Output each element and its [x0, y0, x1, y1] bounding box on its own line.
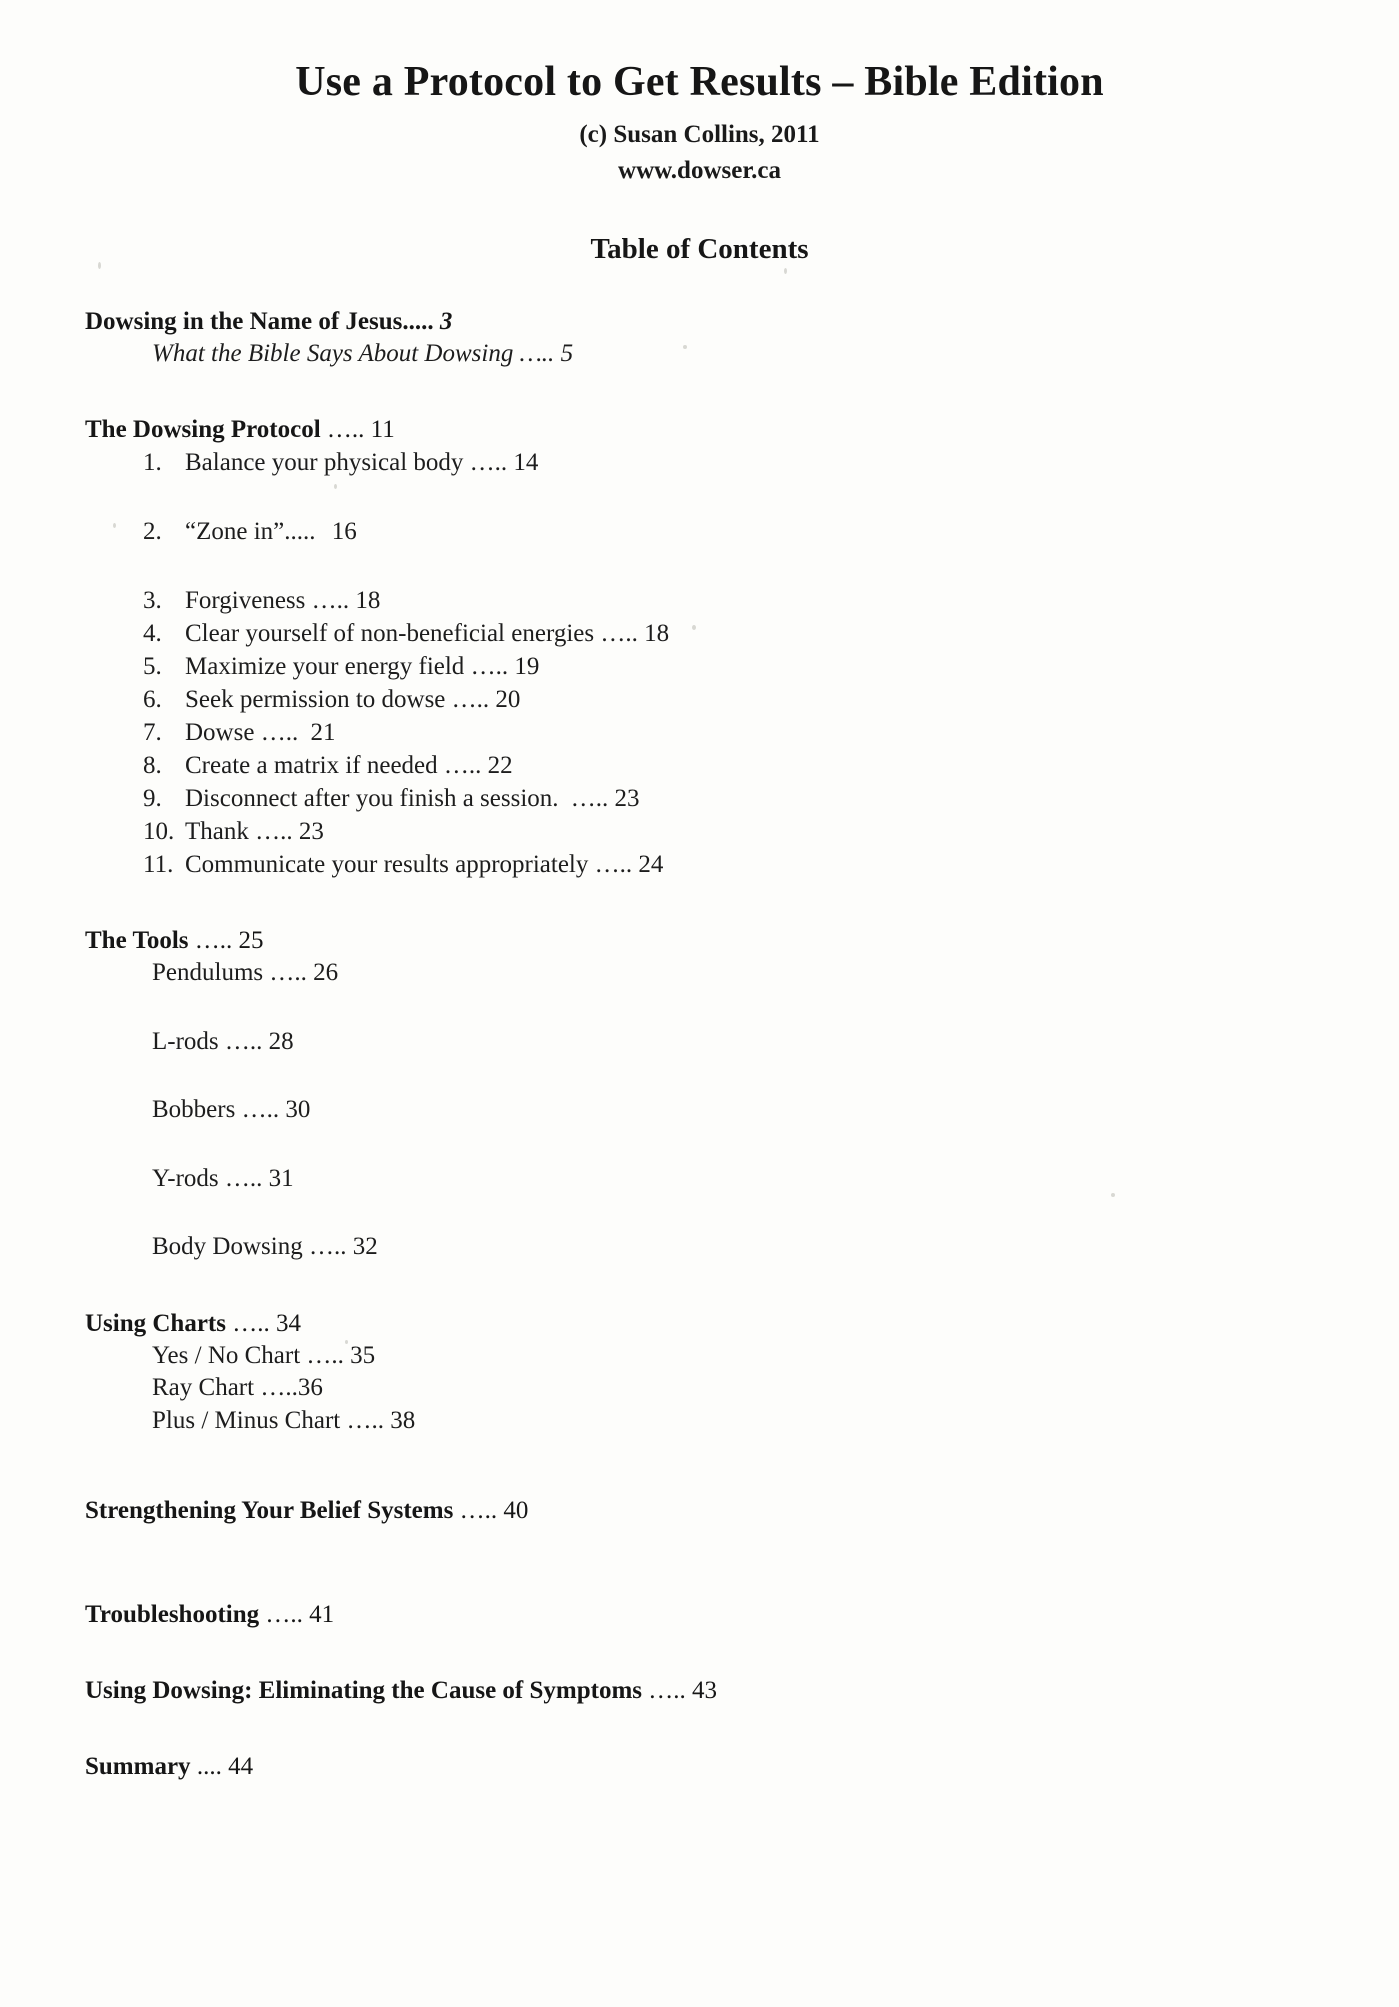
list-item-number: 4. [143, 620, 162, 648]
scan-speck [683, 345, 687, 349]
toc-subitem-body-dowsing[interactable] [85, 1231, 1329, 1264]
toc-subitem-plus-minus-chart[interactable] [85, 1405, 1329, 1438]
toc-subitem-yes-no-chart[interactable] [85, 1340, 1329, 1373]
toc-section-page: 25 [238, 927, 264, 955]
toc-subitem-page: 35 [350, 1341, 376, 1369]
toc-leader-dots: ….. [265, 1601, 303, 1629]
list-item-page: 18 [355, 587, 381, 615]
list-item-number: 2. [143, 518, 162, 546]
toc-section-page: 34 [276, 1309, 301, 1337]
toc-leader-dots: ….. [346, 1406, 384, 1434]
table-of-contents-heading: Table of Contents [590, 232, 809, 265]
document-title: Use a Protocol to Get Results – Bible Edition [295, 59, 1104, 105]
document-masthead [0, 0, 1399, 266]
toc-subitem-page: 5 [560, 339, 574, 367]
list-item-label: Thank [185, 818, 249, 846]
list-item-label: Create a matrix if needed [185, 752, 438, 780]
list-item-page: 23 [298, 818, 324, 846]
toc-subitem-label: Body Dowsing [152, 1233, 303, 1261]
list-item-number: 3. [143, 587, 162, 615]
toc-section-page: 44 [228, 1753, 254, 1781]
list-item-label: Disconnect after you finish a session. [185, 785, 559, 813]
scan-speck [345, 1340, 348, 1344]
toc-subitem-pendulums[interactable] [85, 957, 1329, 990]
toc-subitem-page: 38 [390, 1406, 416, 1434]
list-item[interactable] [85, 446, 1329, 479]
toc-section-using-charts[interactable] [85, 1308, 1329, 1340]
copyright-line: (c) Susan Collins, 2011 [579, 120, 820, 148]
toc-subitem-page: 30 [285, 1096, 311, 1124]
toc-leader-dots: ….. [260, 719, 299, 747]
toc-section-strengthening-your-belief-systems[interactable] [85, 1495, 1329, 1527]
toc-subitem-ray-chart[interactable] [85, 1372, 1329, 1405]
list-item-label: Dowse [185, 719, 255, 747]
scan-speck [784, 268, 787, 274]
toc-section-label: Summary [85, 1753, 191, 1781]
toc-leader-dots: ….. [241, 1096, 280, 1124]
toc-leader-dots: ….. [224, 1027, 263, 1055]
list-spacer [85, 548, 1329, 584]
list-item-label: Seek permission to dowse [185, 686, 446, 714]
list-item[interactable] [85, 617, 1329, 650]
list-item-label: “Zone in”..... [185, 518, 316, 546]
toc-subitem-page: 36 [297, 1374, 323, 1402]
list-item-number: 10. [143, 818, 175, 846]
toc-subitem-page: 26 [313, 959, 339, 987]
toc-leader-dots: ….. [308, 1233, 347, 1261]
toc-subitem-what-the-bible-says-about-dowsing[interactable] [85, 338, 1329, 371]
toc-section-label: Using Dowsing: Eliminating the Cause of Symptoms [85, 1677, 643, 1705]
toc-subitem-label: Plus / Minus Chart [152, 1406, 341, 1434]
toc-section-the-dowsing-protocol[interactable] [85, 414, 1329, 446]
toc-section-label: Strengthening Your Belief Systems [85, 1497, 454, 1525]
list-item-number: 7. [143, 719, 162, 747]
list-item-label: Balance your physical body [185, 449, 464, 477]
toc-leader-dots: ….. [469, 449, 508, 477]
list-item-number: 8. [143, 752, 162, 780]
toc-subitem-label: Yes / No Chart [152, 1341, 301, 1369]
list-item[interactable] [85, 848, 1329, 881]
toc-leader-dots: ….. [326, 416, 365, 444]
toc-leader-dots: ….. [194, 927, 233, 955]
toc-leader-dots: ….. [519, 339, 555, 367]
list-item-number: 11. [143, 851, 174, 879]
list-item[interactable] [85, 716, 1329, 749]
toc-leader-dots: ….. [648, 1677, 686, 1705]
toc-section-troubleshooting[interactable] [85, 1599, 1329, 1631]
list-item[interactable] [85, 782, 1329, 815]
toc-section-label: Troubleshooting [85, 1601, 260, 1629]
toc-subitem-label: L-rods [152, 1027, 219, 1055]
toc-section-page: 40 [503, 1497, 529, 1525]
toc-leader-dots: ….. [594, 851, 633, 879]
list-spacer [85, 479, 1329, 515]
toc-leader-dots: ….. [570, 785, 609, 813]
toc-subitem-label: What the Bible Says About Dowsing [152, 339, 514, 367]
toc-subitem-label: Ray Chart [152, 1374, 255, 1402]
list-item-page: 18 [644, 620, 670, 648]
list-item[interactable] [85, 650, 1329, 683]
list-item-number: 5. [143, 653, 162, 681]
list-item-page: 20 [495, 686, 521, 714]
toc-subitem-l-rods[interactable] [85, 1026, 1329, 1059]
list-item-label: Maximize your energy field [185, 653, 465, 681]
toc-leader-dots: ….. [232, 1309, 270, 1337]
list-item-page: 16 [331, 518, 357, 546]
toc-section-label: The Tools [85, 927, 189, 955]
toc-subitem-y-rods[interactable] [85, 1163, 1329, 1196]
toc-leader-dots: ….. [306, 1341, 344, 1369]
list-item-label: Clear yourself of non-beneficial energies [185, 620, 595, 648]
list-item[interactable] [85, 515, 1329, 548]
toc-leader-dots: ….. [260, 1374, 298, 1402]
list-item-page: 23 [614, 785, 640, 813]
toc-leader-dots: ….. [451, 686, 490, 714]
toc-section-summary[interactable] [85, 1751, 1329, 1783]
protocol-step-list [85, 446, 1329, 881]
list-item-page: 24 [638, 851, 664, 879]
toc-leader-dots: ….. [443, 752, 482, 780]
toc-section-page: 41 [309, 1601, 335, 1629]
list-item-page: 22 [487, 752, 513, 780]
list-item[interactable] [85, 749, 1329, 782]
toc-subitem-label: Bobbers [152, 1096, 236, 1124]
toc-leader-dots: ….. [255, 818, 293, 846]
toc-leader-dots: ….. [600, 620, 638, 648]
toc-section-page: 43 [692, 1677, 718, 1705]
toc-section-the-tools[interactable] [85, 925, 1329, 957]
toc-subitem-label: Pendulums [152, 959, 264, 987]
scan-speck [1111, 1193, 1115, 1197]
list-item-number: 9. [143, 785, 162, 813]
toc-leader-dots: ….. [311, 587, 350, 615]
toc-section-using-dowsing-eliminating-the-cause-of-symptoms[interactable] [85, 1675, 1329, 1707]
list-item-page: 19 [514, 653, 540, 681]
toc-subitem-page: 32 [352, 1233, 378, 1261]
toc-leader-dots: .... [196, 1753, 222, 1781]
toc-section-dowsing-in-the-name-of-jesus[interactable] [85, 306, 1329, 338]
toc-section-page: 11 [370, 416, 395, 444]
list-item-label: Communicate your results appropriately [185, 851, 589, 879]
list-item-page: 14 [513, 449, 539, 477]
website-line: www.dowser.ca [618, 156, 781, 184]
toc-subitem-page: 28 [268, 1027, 294, 1055]
toc-leader-dots: ….. [470, 653, 509, 681]
toc-section-label: Using Charts [85, 1309, 226, 1337]
list-item-number: 6. [143, 686, 162, 714]
list-item[interactable] [85, 815, 1329, 848]
toc-leader-dots: ….. [459, 1497, 498, 1525]
scan-speck [98, 262, 101, 269]
toc-subitem-bobbers[interactable] [85, 1094, 1329, 1127]
toc-leader-dots: ….. [269, 959, 307, 987]
table-of-contents [0, 306, 1399, 1784]
toc-leader-dots: ….. [224, 1164, 263, 1192]
toc-subitem-page: 31 [268, 1164, 294, 1192]
list-item-number: 1. [143, 449, 162, 477]
list-item[interactable] [85, 584, 1329, 617]
toc-section-label: Dowsing in the Name of Jesus..... [85, 307, 434, 335]
toc-section-page: 3 [439, 307, 453, 335]
toc-section-label: The Dowsing Protocol [85, 416, 321, 444]
toc-subitem-label: Y-rods [152, 1164, 219, 1192]
list-item-label: Forgiveness [185, 587, 306, 615]
list-item[interactable] [85, 683, 1329, 716]
list-item-page: 21 [310, 719, 336, 747]
